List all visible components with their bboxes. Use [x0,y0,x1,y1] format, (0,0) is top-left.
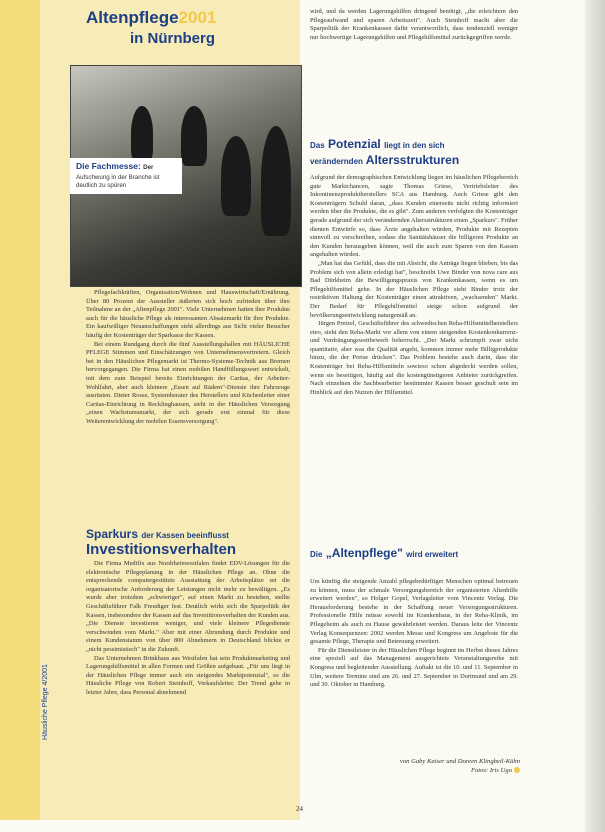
photo-figure [131,106,153,161]
photo-caption [70,158,182,194]
caption-text: Aufschwung in der Branche ist deutlich zu spüren [76,174,160,189]
paragraph: Für die Dienstleister in der Häuslichen Pflege beginnt im Herbst dieses Jahres eine speziell auf das Management ausgerichtete Veranstaltungsreihe mit Kongress und begleitender Ausstellung. Auftakt ist die 10. und 11. September in Ulm, weitere Termine sind am 26. und 27. September in Dortmund und am 29. und 30. Oktober in Hamburg. [310,646,518,689]
author-byline [380,757,520,775]
byline-photos: Fotos: Iris Ugo [470,767,512,774]
page-subtitle: in Nürnberg [130,30,215,47]
left-margin-strip [0,0,40,820]
section-heading-sparkurs: Sparkurs der Kassen beeinflusst Investitionsverhalten [86,527,237,558]
article-column-right-middle [310,174,518,397]
end-mark-icon [514,767,520,773]
article-column-right-bottom [310,578,518,690]
caption-title: Die Fachmesse: [76,161,141,171]
paragraph: „Man hat das Gefühl, dass die mit Absicht, die Anträge liegen blieben, bis das Problem sich von allein erledigt hat", beschreibt Uwe Binder von nova care aus Bad Dürkheim die Bewilligungspraxis von Krankenkassen, wenn es um Pflegehilfsmittel gehe. In der Häuslichen Pflege sieht Binder trotz der restriktiven Haltung der Kostenträger einen attraktiven, „wachsenden" Markt. Der Bedarf für Pflegehilfsmittel steige schon aufgrund der bevölkerungsentwicklung naturgemäß an. [310,259,518,319]
byline-authors: von Gaby Kaiser und Doreen Klingbeil-Kühn [399,758,520,765]
page-number: 24 [296,805,303,813]
paragraph: wird, und da werden Lagerungshilfen dringend benötigt, „die erleichtern den Pflegeaufwand und sparen Arbeitszeit". Auch Steinhoff macht aber die Sparpolitik der Krankenkassen dafür verantwortlich, dass tendenziell weniger nur hochwertige Lagerungshilfen und Pflegehilfsmittel zurückgegriffen werde. [310,8,518,41]
page-title [86,8,216,28]
paragraph: Um künftig die steigende Anzahl pflegebedürftiger Menschen optimal betreuen zu können, muss der schmale Versorgungsbereich der organisierten Altenhilfe erweitert werden", so Holger Gopel, Verlagsleiter vom Vincentz Verlag. Die Herausforderung bestehe in der Schaffung neuer Versorgungsstrukturen. Professionelle Hilfe müsse sowohl im Krankenhaus, in der Reha-Klinik, im Pflegeheim als auch zu Hause gewährleistet werden. Daraus leite der Vincentz Verlag Konsequenzen: 2002 werden Messe und Kongress um Angebote für die gesamte Pflege, Therapie und Betreuung erweitert. [310,578,518,646]
paragraph: Jürgen Pretzel, Geschäftsführer des schwedischen Reha-Hilfsmittelherstellers eteo, sieht den Reha-Markt vor allem von einem steigenden Kostenkonkurrenz- und Verdrängungswettbewerb beherrscht. „Der Markt schrumpft zwar nicht quantitativ, aber was die Qualität angeht, kommen immer mehr Billigprodukte hinzu, die der Preise drücken". Das Problem bestehe auch darin, dass die Kostenträger bei Reha-Hilfsmitteln sowieso schon abgedeckt werden sollen, wenn sie beseitigen, häufig auf die kostengünstigeren Anbieter zurückgreifen. Nach einzelnen die Sachbearbeiter bestimmter Kassen besser geschult sein im Hinblick auf den Nutzen der Hilfsmittel. [310,320,518,396]
photo-figure [261,126,291,236]
paragraph: Pflegefachkräften, Organisation/Wohnen und Hauswirtschaft/Ernährung. Über 80 Prozent der Aussteller äußerten sich hoch zufrieden über ihre Teilnahme an der „Altenpflege 2001". Viele Unternehmen hatten ihre Produkte auch für die häusliche Pflege als interessanten Absatzmarkt für ihre Produkte. Ein kaufwilliger Neuanschaffungen steht allerdings aus Sicht vieler Besucher häufig der Kostenträger der Sparkasse der Kassen. [86,289,290,339]
photo-figure [221,136,251,216]
article-column-left-bottom [86,560,290,698]
article-column-right-top [310,8,518,42]
article-column-left-top [86,289,290,427]
section-heading-altenpflege: Die „Altenpflege" wird erweitert [310,546,459,560]
caption-title-tail: Der [143,164,154,171]
section-heading-potenzial: Das Potenzial liegt in den sich verändernden Altersstrukturen [310,137,460,167]
paragraph: Bei einem Rundgang durch die fünf Ausstellungshallen mit HÄUSLICHE PFLEGE Stimmen und Einschätzungen von Unternehmensvertretern. Gleich bei in den Häuslichen Pflegemarkt ist Thermo-Systeme-Technik aus Bremen hervorgegangen. Die Firma hat einen mobilen Handfüllungswert entwickelt, mit dem zum Beispiel bereits Einrichtungen der Caritas, der Arbeiter-Wohlfahrt, aber auch kleinere „Essen auf Rädern"-Dienste ihre Fahrzeuge ausrüsten. Dieter Rosse, Systemberater des Herstellers und Küchenleiter einer Caritas-Einrichtung in Recklinghausen, sieht in der Häuslichen Versorgung „einen Wachstumsmarkt, der sich gerade erst einmal für diese Weiterentwicklung der mobilen Essensversorgung". [86,340,290,425]
paragraph: Die Firma Medifix aus Nordrheinwestfalen findet EDV-Lösungen für die elektronische Pflegeplanung in der Häuslichen Pflege an. Ohne die entsprechende computergestützte Ausstattung der Arbeitsplätze sei die organisatorische Anforderung der Leistungen nicht mehr zu bewältigen. „Es wurde aber trotzdem „schwieriger", auf einen Markt zu bestehen, stellte Geschäftsführer Falk Freudiger fest. Deutlich wirkt sich die Sparpolitik der Kassen, insbesondere der Kassen auf das Investitionsverhalten der Kunden aus. „Die Dienste investieren weniger, und viele kleinere Pflegedienste verschwinden vom Markt." Aber mit einer Abrundung durch Produkte und einem Kundenstamm von über 800 Abnehmern in Deutschland blickte er „nicht pessimistisch" in die Zukunft. [86,560,290,653]
paragraph: Aufgrund der demographischen Entwicklung liegen im häuslichen Pflegebereich gute Marktchancen, sagte Thomas Griese, Vertriebsleiter des Inkontinenzproduktherstellers SCA aus Hamburg. Auch Griese gibt den Kostenträgern Schuld daran, „dass Kunden einerseits nicht richtig informiert werden über die Produkte, die es gibt". Zum anderen verfolgten die Kostenträger gerade aufgrund der sich verändernden Altersstrukturen einen „Sparkurs". Früher dienten Entwürfe so, dass Ärzte angehalten würden, Produkte mit Rezepten sinnvoll zu verschreiben, sodass die Sanitätshäuser die billigeren Produkte an den Kunden herausgeben können, weil die auch zum Sparen von den Kassen angehalten würden. [310,174,518,259]
title-main: Altenpflege [86,8,179,27]
title-year: 2001 [178,8,217,27]
photo-figure [181,106,207,166]
paragraph: Das Unternehmen Brinkhaus aus Westfalen hat sein Produktmarketing und Lagerungshilfsmittel in allen Formen und Größen aufgebaut. „Für uns liegt in der Häuslichen Pflege immer auch ein steigendes Marktpotenzial", so die Häusliche Pflege von Robert Steinhoff, Verkaufsleiter. Der Trend gehe in letzter Jahre, dass Personal abnehmend [86,654,290,696]
page-gutter [585,0,605,832]
side-publication-label: Häusliche Pflege 4/2001 [42,664,49,740]
